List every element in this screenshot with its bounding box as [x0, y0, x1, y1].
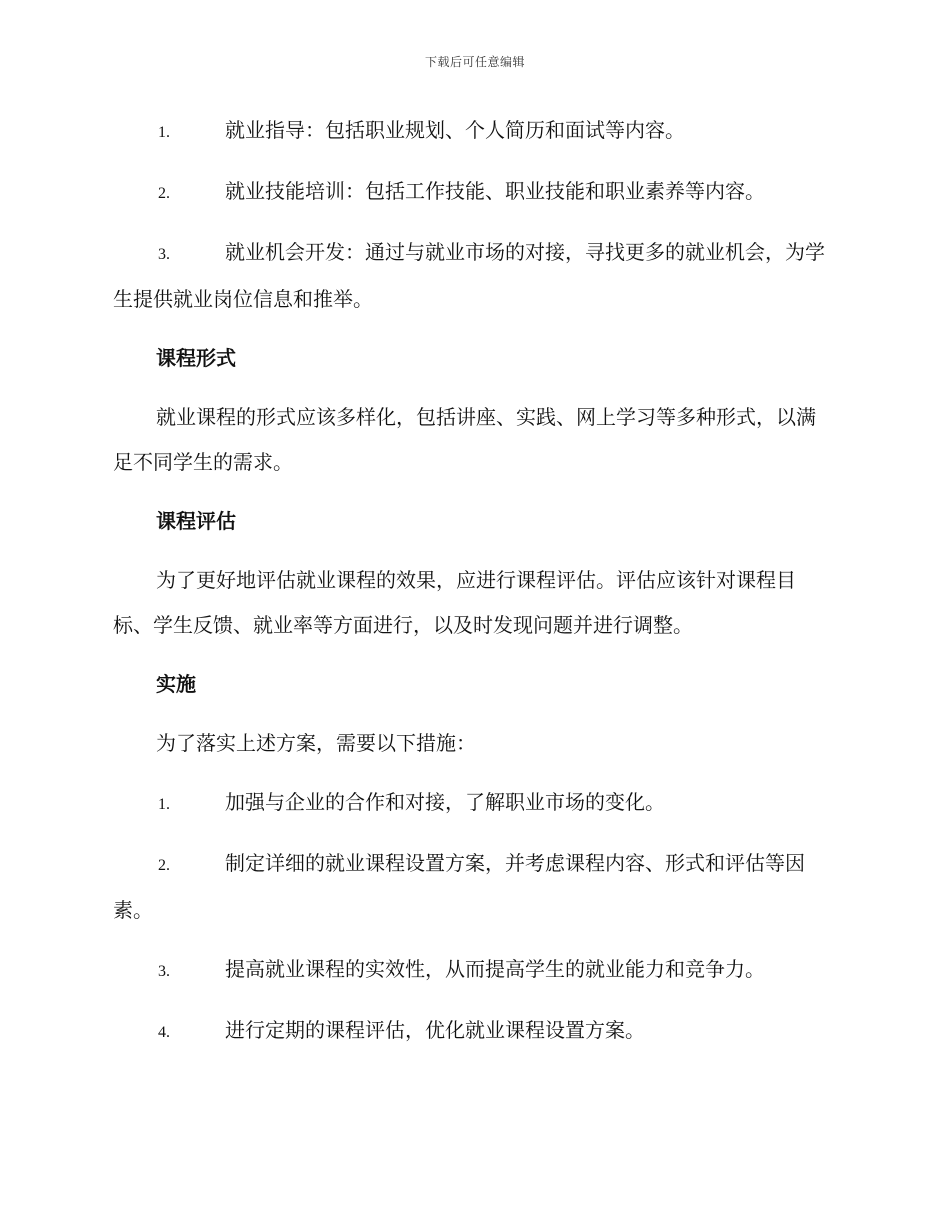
list-text: 制定详细的就业课程设置方案，并考虑课程内容、形式和评估等因素。: [113, 851, 805, 922]
list-number: 3.: [158, 246, 170, 263]
list-item: [113, 780, 835, 827]
section-heading-implementation: 实施: [156, 672, 196, 696]
list-number: 2.: [158, 857, 170, 874]
section-heading-course-evaluation: 课程评估: [156, 509, 236, 533]
list-item: [113, 1008, 835, 1055]
list-item: [113, 841, 835, 933]
list-item: [113, 230, 835, 322]
list-text: 提高就业课程的实效性，从而提高学生的就业能力和竞争力。: [225, 957, 765, 981]
list-text: 就业指导：包括职业规划、个人简历和面试等内容。: [225, 118, 685, 142]
section-heading-course-format: 课程形式: [156, 346, 236, 370]
list-number: 2.: [158, 185, 170, 202]
paragraph-course-format: 就业课程的形式应该多样化，包括讲座、实践、网上学习等多种形式，以满足不同学生的需求。: [113, 405, 816, 474]
document-body: [113, 108, 835, 1069]
list-text: 就业技能培训：包括工作技能、职业技能和职业素养等内容。: [225, 179, 765, 203]
paragraph-implementation: 为了落实上述方案，需要以下措施：: [156, 731, 476, 755]
list-number: 1.: [158, 796, 170, 813]
page-header: 下载后可任意编辑: [424, 55, 525, 69]
list-text: 就业机会开发：通过与就业市场的对接，寻找更多的就业机会，为学生提供就业岗位信息和推举。: [113, 240, 825, 311]
list-number: 4.: [158, 1024, 170, 1041]
list-number: 1.: [158, 124, 170, 141]
paragraph-course-evaluation: 为了更好地评估就业课程的效果，应进行课程评估。评估应该针对课程目标、学生反馈、就业率等方面进行，以及时发现问题并进行调整。: [113, 568, 796, 637]
list-item: [113, 108, 835, 155]
list-text: 加强与企业的合作和对接，了解职业市场的变化。: [225, 790, 665, 814]
list-item: [113, 947, 835, 994]
list-number: 3.: [158, 963, 170, 980]
list-text: 进行定期的课程评估，优化就业课程设置方案。: [225, 1018, 645, 1042]
list-item: [113, 169, 835, 216]
